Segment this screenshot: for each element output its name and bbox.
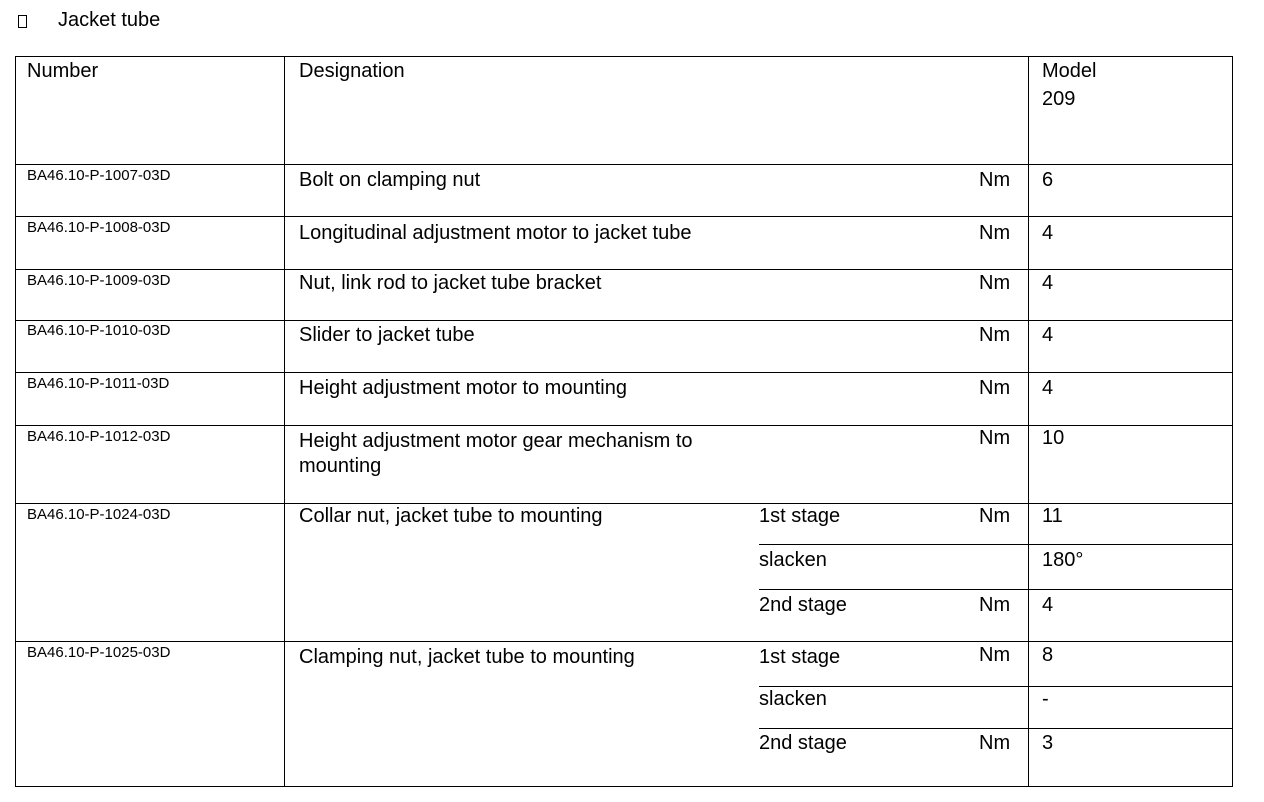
row-unit: Nm [979,377,1011,399]
row-designation: Nut, link rod to jacket tube bracket [299,272,602,294]
row-value: 4 [1042,594,1054,616]
column-divider-number [284,56,285,787]
row-value: - [1042,688,1049,710]
row-value: 4 [1042,222,1054,244]
row-value: 8 [1042,644,1054,666]
row-number: BA46.10-P-1008-03D [27,219,171,236]
stage-divider [759,728,1233,729]
row-unit: Nm [979,169,1011,191]
stage-label: 1st stage [759,646,841,668]
row-divider [15,164,1233,165]
stage-divider [759,589,1233,590]
row-number: BA46.10-P-1012-03D [27,428,171,445]
row-value: 4 [1042,324,1054,346]
table-border-bottom [15,786,1233,787]
stage-label: slacken [759,688,827,710]
row-divider [15,269,1233,270]
row-number: BA46.10-P-1010-03D [27,322,171,339]
row-unit: Nm [979,272,1011,294]
row-value: 3 [1042,732,1054,754]
row-number: BA46.10-P-1025-03D [27,644,171,661]
row-designation: Bolt on clamping nut [299,169,481,191]
table-border-top [15,56,1233,57]
row-designation: Longitudinal adjustment motor to jacket tube [299,222,692,244]
stage-label: slacken [759,549,827,571]
row-unit: Nm [979,427,1011,449]
row-designation: Clamping nut, jacket tube to mounting [299,646,635,668]
row-value: 4 [1042,272,1054,294]
column-divider-model [1028,56,1029,787]
row-unit: Nm [979,222,1011,244]
row-number: BA46.10-P-1009-03D [27,272,171,289]
row-value: 11 [1042,505,1063,527]
row-value: 6 [1042,169,1054,191]
row-unit: Nm [979,594,1011,616]
row-unit: Nm [979,732,1011,754]
header-number: Number [27,60,99,82]
row-divider [15,372,1233,373]
stage-label: 1st stage [759,505,841,527]
row-designation-line1: Height adjustment motor gear mechanism to [299,430,693,452]
row-divider [15,216,1233,217]
row-designation-line2: mounting [299,455,382,477]
table-border-left [15,56,16,787]
header-designation: Designation [299,60,405,82]
row-designation: Slider to jacket tube [299,324,475,346]
row-designation: Height adjustment motor to mounting [299,377,627,399]
table-border-right [1232,56,1233,787]
row-divider [15,641,1233,642]
row-unit: Nm [979,644,1011,666]
header-model-label: Model [1042,60,1097,82]
header-model-value: 209 [1042,88,1076,110]
stage-divider [759,686,1233,687]
row-number: BA46.10-P-1024-03D [27,506,171,523]
row-number: BA46.10-P-1011-03D [27,375,170,392]
stage-divider [759,544,1233,545]
stage-label: 2nd stage [759,732,847,754]
row-value: 4 [1042,377,1054,399]
row-unit: Nm [979,324,1011,346]
row-number: BA46.10-P-1007-03D [27,167,171,184]
row-divider [15,320,1233,321]
stage-label: 2nd stage [759,594,847,616]
row-value: 10 [1042,427,1065,449]
row-value: 180° [1042,549,1084,571]
page-title: Jacket tube [58,9,161,31]
row-designation: Collar nut, jacket tube to mounting [299,505,603,527]
row-unit: Nm [979,505,1011,527]
